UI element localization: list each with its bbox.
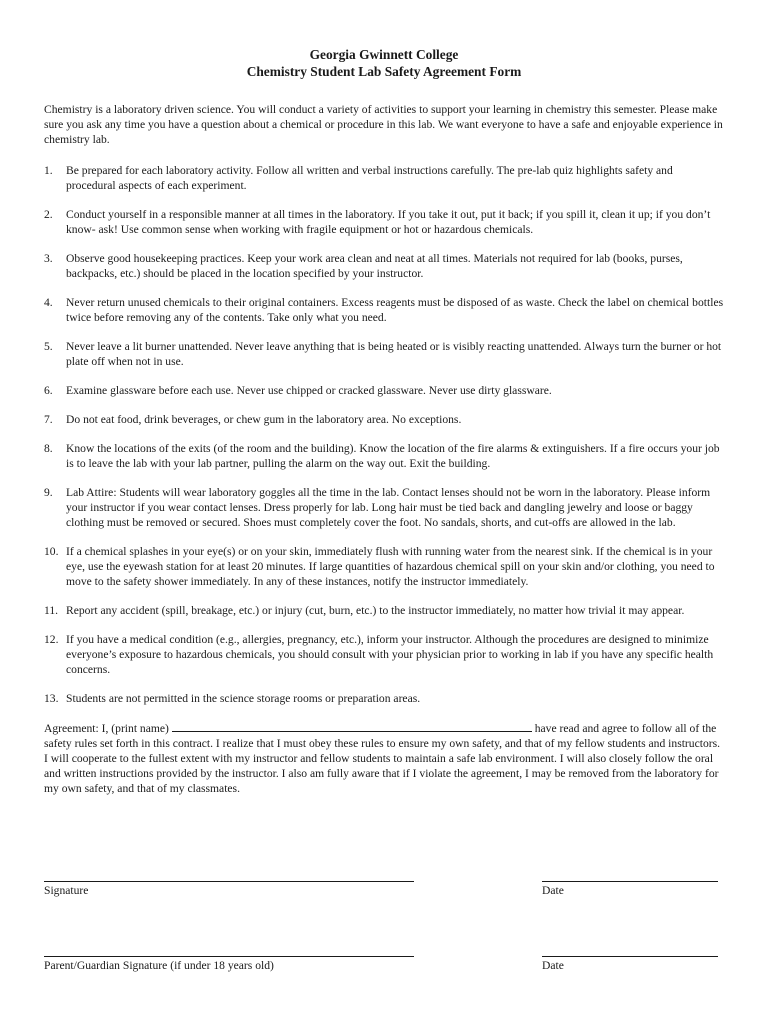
date-line[interactable] (542, 881, 718, 882)
rule-text: Students are not permitted in the science storage rooms or preparation areas. (66, 692, 421, 705)
agreement-lead: Agreement: I, (print name) (44, 722, 169, 735)
guardian-signature-line[interactable] (44, 956, 414, 957)
rule-item (44, 603, 724, 618)
form-page (44, 46, 724, 796)
rule-item (44, 251, 724, 281)
rule-text: If you have a medical condition (e.g., allergies, pregnancy, etc.), inform your instructor. Although the procedures are designed to minimize everyone’s exposure to hazardous chemicals, you should consult with your physician prior to working in lab if you have any specific health concerns. (66, 633, 714, 676)
rule-item (44, 163, 724, 193)
rule-number: 13. (44, 692, 59, 705)
intro-paragraph: Chemistry is a laboratory driven science. You will conduct a variety of activities to support your learning in chemistry this semester. Please make sure you ask any time you have a question about a chemical or procedure in this lab. We want everyone to have a safe and enjoyable experience in chemistry lab. (44, 103, 723, 146)
rule-item (44, 383, 724, 398)
rule-item (44, 295, 724, 325)
rule-text: Be prepared for each laboratory activity. Follow all written and verbal instructions carefully. The pre-lab quiz highlights safety and procedural aspects of each experiment. (66, 164, 673, 192)
rule-text: Do not eat food, drink beverages, or chew gum in the laboratory area. No exceptions. (66, 413, 462, 426)
rule-item (44, 441, 724, 471)
rule-number: 3. (44, 252, 53, 265)
rule-number: 11. (44, 604, 59, 617)
guardian-signature-label: Parent/Guardian Signature (if under 18 years old) (44, 959, 274, 972)
signature-line[interactable] (44, 881, 414, 882)
agreement-paragraph (44, 720, 724, 796)
rule-number: 5. (44, 340, 53, 353)
rule-text: Examine glassware before each use. Never use chipped or cracked glassware. Never use dirty glassware. (66, 384, 552, 397)
rule-item (44, 412, 724, 427)
rule-number: 10. (44, 545, 59, 558)
rule-text: Never return unused chemicals to their original containers. Excess reagents must be disposed of as waste. Check the label on chemical bottles twice before removing any of the contents. Take only what you need. (66, 296, 724, 324)
rule-number: 2. (44, 208, 53, 221)
rule-item (44, 207, 724, 237)
rule-text: Lab Attire: Students will wear laboratory goggles all the time in the lab. Contact lenses should not be worn in the laboratory. Please inform your instructor if you wear contact lenses. Dress properly for lab. Long hair must be tied back and dangling jewelry and loose or baggy clothing must be removed or secured. Shoes must completely cover the foot. No sandals, shorts, and cut-offs are allowed in the lab. (66, 486, 711, 529)
form-title: Chemistry Student Lab Safety Agreement Form (246, 64, 522, 79)
rule-item (44, 485, 724, 530)
signature-label: Signature (44, 884, 89, 897)
college-name: Georgia Gwinnett College (309, 47, 459, 62)
rule-number: 12. (44, 633, 59, 646)
rule-item (44, 544, 724, 589)
guardian-date-label: Date (542, 959, 564, 972)
rule-number: 1. (44, 164, 53, 177)
rule-text: Conduct yourself in a responsible manner at all times in the laboratory. If you take it out, put it back; if you spill it, clean it up; if you don’t know- ask! Use common sense when working with fragile equipment or hot or hazardous chemicals. (66, 208, 711, 236)
rule-text: Know the locations of the exits (of the room and the building). Know the location of the fire alarms & extinguishers. If a fire occurs your job is to leave the lab with your lab partner, pulling the alarm on the way out. Exit the building. (66, 442, 720, 470)
rule-number: 4. (44, 296, 53, 309)
print-name-field[interactable] (172, 720, 532, 732)
rule-text: If a chemical splashes in your eye(s) or on your skin, immediately flush with running water from the nearest sink. If the chemical is in your eye, use the eyewash station for at least 20 minutes. If large quantities of hazardous chemical spill on your skin and/or clothing, you need to move to the safety shower immediately. In any of these instances, notify the instructor immediately. (66, 545, 715, 588)
rule-item (44, 691, 724, 706)
rule-text: Observe good housekeeping practices. Keep your work area clean and neat at all times. Materials not required for lab (books, purses, backpacks, etc.) should be placed in the location specified by your instructor. (66, 252, 683, 280)
rule-item (44, 339, 724, 369)
rule-number: 7. (44, 413, 53, 426)
rule-text: Report any accident (spill, breakage, etc.) or injury (cut, burn, etc.) to the instructor immediately, no matter how trivial it may appear. (66, 604, 685, 617)
guardian-date-line[interactable] (542, 956, 718, 957)
rule-number: 9. (44, 486, 53, 499)
agreement-body: have read and agree to follow all of the safety rules set forth in this contract. I realize that I must obey these rules to ensure my own safety, and that of my fellow students and instructors. I will cooperate to the fullest extent with my instructor and fellow students to maintain a safe lab environment. I will also closely follow the oral and written instructions provided by the instructor. I also am fully aware that if I violate the agreement, I may be removed from the laboratory for my own safety, and that of my classmates. (44, 722, 721, 795)
date-label: Date (542, 884, 564, 897)
safety-rules-list (44, 163, 724, 706)
rule-item (44, 632, 724, 677)
rule-text: Never leave a lit burner unattended. Never leave anything that is being heated or is visibly reacting unattended. Always turn the burner or hot plate off when not in use. (66, 340, 722, 368)
rule-number: 6. (44, 384, 53, 397)
rule-number: 8. (44, 442, 53, 455)
